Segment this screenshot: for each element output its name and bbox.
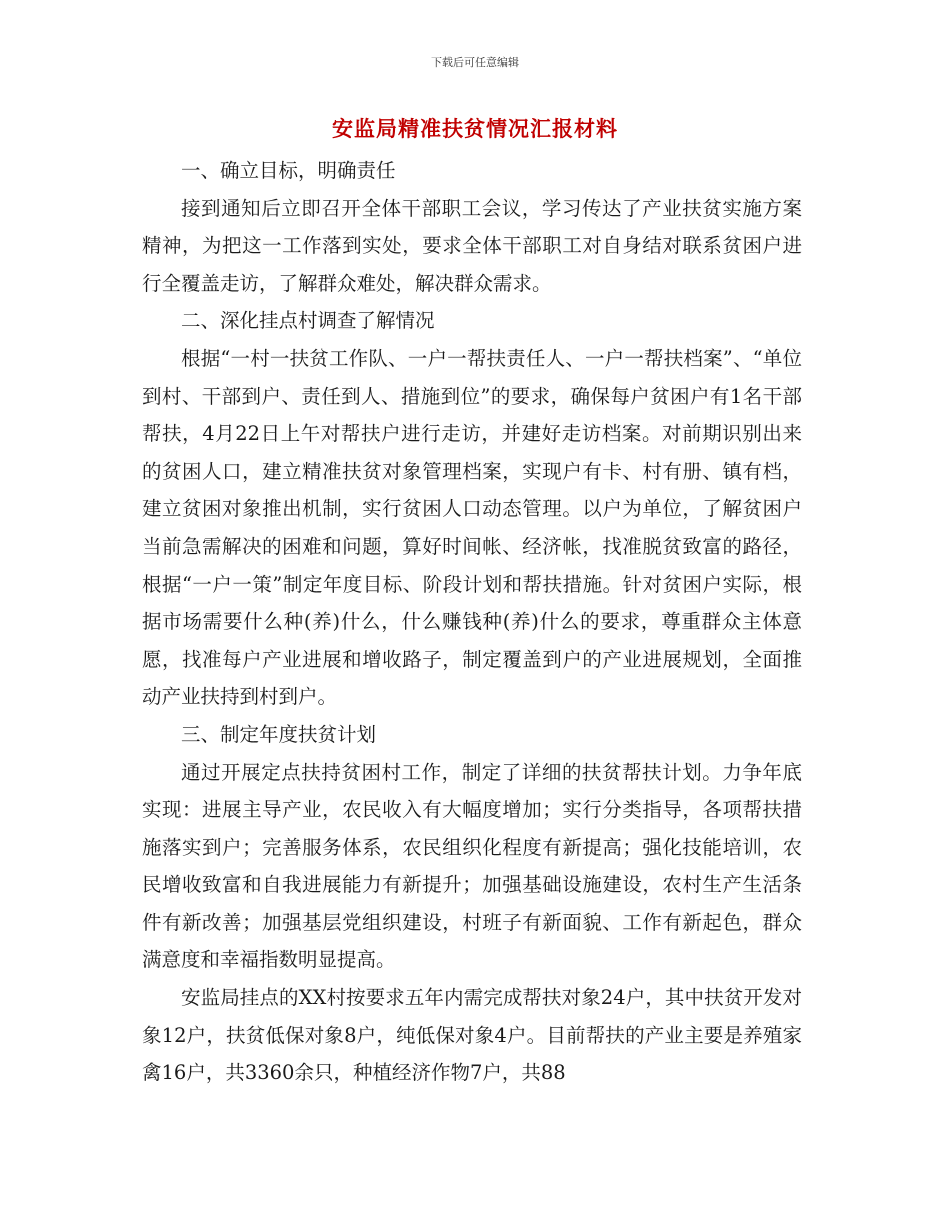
paragraph-2: 根据“一村一扶贫工作队、一户一帮扶责任人、一户一帮扶档案”、“单位到村、干部到户、责任到人、措施到位”的要求，确保每户贫困户有1名干部帮扶，4月22日上午对帮扶户进行走访，并建好走访档案。对前期识别出来的贫困人口，建立精准扶贫对象管理档案，实现户有卡、村有册、镇有档，建立贫困对象推出机制，实行贫困人口动态管理。以户为单位，了解贫困户当前急需解决的困难和问题，算好时间帐、经济帐，找准脱贫致富的路径，根据“一户一策”制定年度目标、阶段计划和帮扶措施。针对贫困户实际，根据市场需要什么种(养)什么，什么赚钱种(养)什么的要求，尊重群众主体意愿，找准每户产业进展和增收路子，制定覆盖到户的产业进展规划，全面推动产业扶持到村到户。 xyxy=(142,346,802,709)
section-heading-1: 一、确立目标，明确责任 xyxy=(181,159,396,182)
paragraph-4: 安监局挂点的XX村按要求五年内需完成帮扶对象24户，其中扶贫开发对象12户，扶贫低保对象8户，纯低保对象4户。目前帮扶的产业主要是养殖家禽16户，共3360余只，种植经济作物7户，共88 xyxy=(142,986,802,1085)
document-body xyxy=(142,152,802,1092)
page-header: 下载后可任意编辑 xyxy=(431,56,519,69)
document-title: 安监局精准扶贫情况汇报材料 xyxy=(332,116,618,141)
section-heading-3: 三、制定年度扶贫计划 xyxy=(181,722,377,746)
paragraph-1: 接到通知后立即召开全体干部职工会议，学习传达了产业扶贫实施方案精神，为把这一工作落到实处，要求全体干部职工对自身结对联系贫困户进行全覆盖走访，了解群众难处，解决群众需求。 xyxy=(142,196,802,295)
paragraph-3: 通过开展定点扶持贫困村工作，制定了详细的扶贫帮扶计划。力争年底实现：进展主导产业，农民收入有大幅度增加；实行分类指导，各项帮扶措施落实到户；完善服务体系，农民组织化程度有新提高；强化技能培训，农民增收致富和自我进展能力有新提升；加强基础设施建设，农村生产生活条件有新改善；加强基层党组织建设，村班子有新面貌、工作有新起色，群众满意度和幸福指数明显提高。 xyxy=(142,760,802,972)
section-heading-2: 二、深化挂点村调查了解情况 xyxy=(181,309,435,333)
